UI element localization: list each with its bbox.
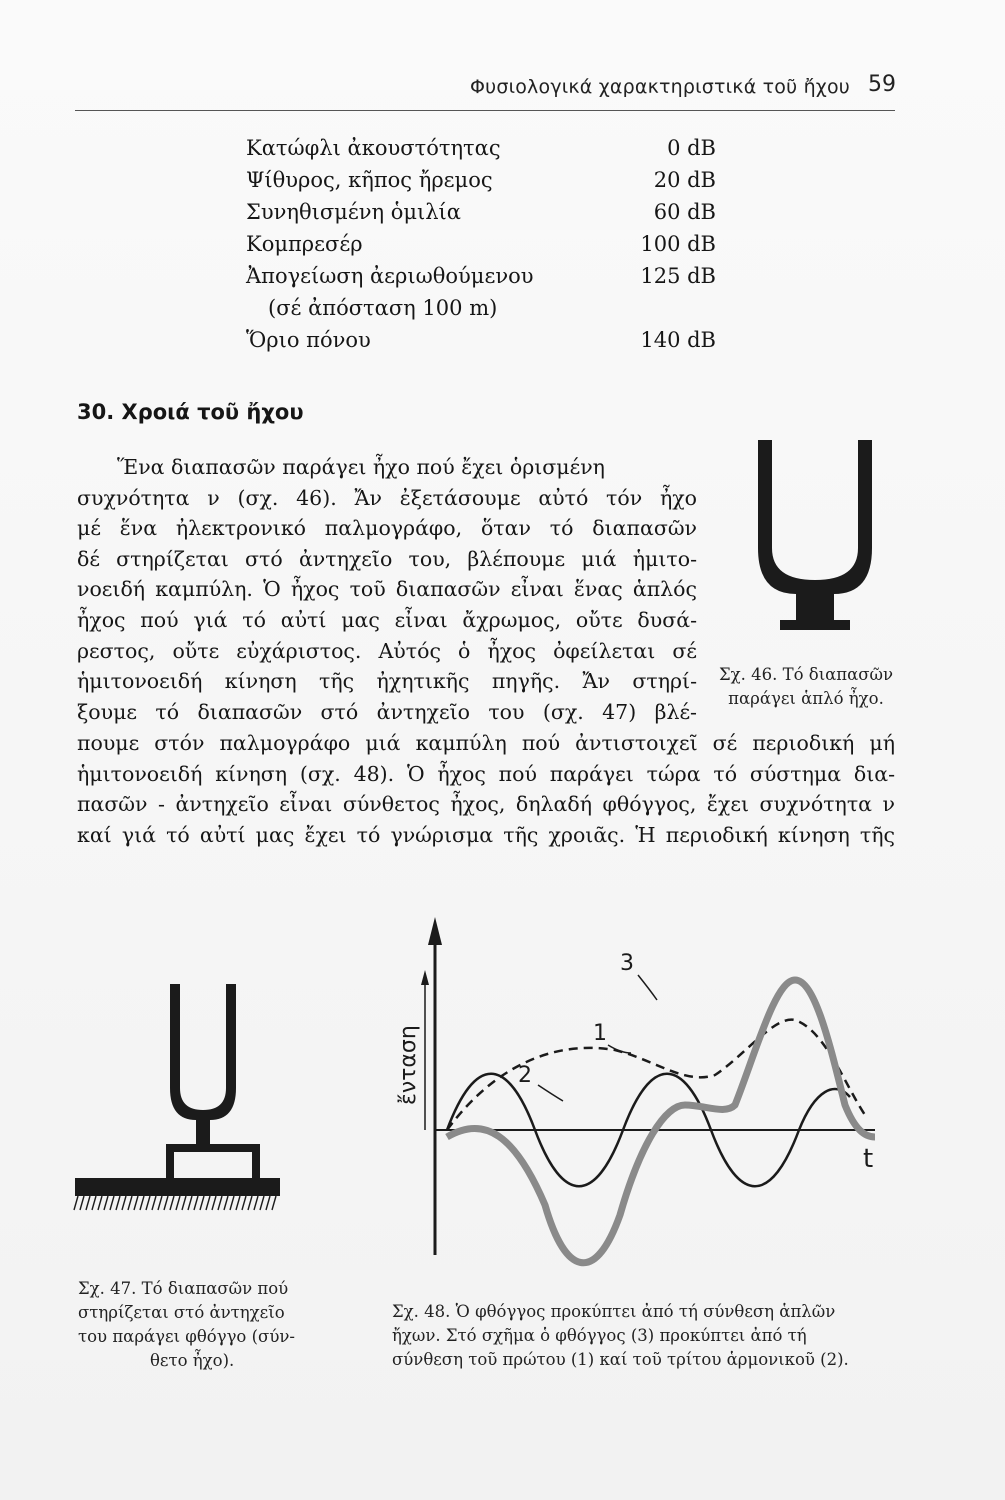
text-line: μέ ἕνα ἠλεκτρονικό παλμογράφο, ὅταν τό διαπασῶν [77, 516, 697, 541]
caption-line: Σχ. 46. Τό διαπασῶν [718, 665, 894, 684]
text-line: καί γιά τό αὐτί μας ἔχει τό γνώρισμα τῆς χροιᾶς. Ἡ περιοδική κίνηση τῆς [77, 822, 895, 847]
caption-line: στηρίζεται στό ἀντηχεῖο [78, 1303, 285, 1322]
text-line: ξουμε τό διαπασῶν στό ἀντηχεῖο του (σχ. 47) βλέ- [77, 699, 697, 724]
paragraph-wide [77, 728, 895, 850]
table-row [246, 136, 766, 168]
tuning-fork-shape [758, 440, 872, 630]
sound-level: 125 dB [640, 264, 716, 288]
sound-source: Κομπρεσέρ [246, 232, 363, 256]
sound-level: 100 dB [640, 232, 716, 256]
sound-source: Συνηθισμένη ὁμιλία [246, 200, 461, 224]
text-line: νοειδή καμπύλη. Ὁ ἦχος τοῦ διαπασῶν εἶναι ἕνας ἁπλός [77, 577, 697, 602]
figure-46-caption [706, 663, 906, 711]
figure-47-caption [78, 1277, 318, 1373]
curve-1-fundamental [447, 1020, 865, 1130]
paragraph-narrow [77, 452, 697, 727]
text-line: δέ στηρίζεται στό ἀντηχεῖο του, βλέπουμε μιά ἡμιτο- [77, 546, 697, 571]
caption-line: σύνθεση τοῦ πρώτου (1) καί τοῦ τρίτου ἁρμονικοῦ (2). [392, 1350, 849, 1369]
text-line: πουμε στόν παλμογράφο μιά καμπύλη πού ἀντιστοιχεῖ σέ περιοδική μή [77, 731, 895, 755]
tuning-fork-shape [170, 984, 236, 1144]
caption-line: θετο ἦχο). [150, 1351, 235, 1370]
caption-line: του παράγει φθόγγο (σύν- [78, 1327, 295, 1346]
curve-label-2: 2 [518, 1063, 532, 1088]
sound-level: 0 dB [667, 136, 716, 160]
table-row [246, 328, 766, 360]
text-line: ἡμιτονοειδή κίνηση τῆς ἠχητικῆς πηγῆς. Ἄν στηρί- [77, 669, 697, 694]
text-line: ἦχος πού γιά τό αὐτί μας εἶναι ἄχρωμος, οὔτε δυσά- [77, 607, 697, 632]
text-line: συχνότητα ν (σχ. 46). Ἄν ἐξετάσουμε αὐτό τόν ἦχο [77, 485, 697, 510]
caption-line: Σχ. 48. Ὁ φθόγγος προκύπτει ἀπό τή σύνθεση ἁπλῶν [392, 1302, 836, 1321]
text-line: ρεστος, οὔτε εὐχάριστος. Αὐτός ὁ ἦχος ὀφείλεται σέ [77, 638, 697, 663]
table-row [246, 168, 766, 200]
sound-level: 60 dB [653, 200, 716, 224]
x-axis-label: t [863, 1144, 874, 1174]
header-rule [75, 110, 895, 111]
waveform-figure [395, 905, 895, 1295]
table-row [246, 296, 766, 328]
curve-3-resultant-tone [447, 980, 875, 1263]
y-axis-label: ἔνταση [396, 1025, 421, 1105]
base-plate [75, 1192, 280, 1196]
sound-source: Ἀπογείωση ἀεριωθούμενου [246, 264, 534, 288]
curve-label-3: 3 [620, 951, 634, 976]
caption-line: ἤχων. Στό σχῆμα ὁ φθόγγος (3) προκύπτει ἀπό τή [392, 1326, 807, 1345]
ground-hatching [74, 1196, 276, 1210]
page-number: 59 [868, 72, 896, 97]
curve-label-1: 1 [593, 1021, 607, 1046]
sound-source-note: (σέ ἀπόσταση 100 m) [268, 296, 498, 320]
text-line: ἡμιτονοειδή κίνηση (σχ. 48). Ὁ ἦχος πού παράγει τώρα τό σύστημα δια- [77, 761, 895, 786]
table-row [246, 200, 766, 232]
sound-source: Ψίθυρος, κῆπος ἤρεμος [246, 168, 493, 192]
figure-48-caption [392, 1300, 897, 1372]
caption-line: Σχ. 47. Τό διαπασῶν πού [78, 1279, 289, 1298]
text-line: πασῶν - ἀντηχεῖο εἶναι σύνθετος ἦχος, δηλαδή φθόγγος, ἔχει συχνότητα ν [77, 792, 895, 817]
sound-level: 20 dB [653, 168, 716, 192]
tuning-fork-figure [740, 430, 890, 645]
table-row [246, 232, 766, 264]
sound-level: 140 dB [640, 328, 716, 352]
y-axis-arrowhead [428, 917, 442, 945]
running-title: Φυσιολογικά χαρακτηριστικά τοῦ ἤχου [470, 76, 851, 98]
sound-source: Ὅριο πόνου [246, 328, 371, 352]
table-row [246, 264, 766, 296]
caption-line: παράγει ἁπλό ἦχο. [728, 689, 884, 708]
resonator-box [75, 1144, 280, 1192]
sound-level-table [246, 136, 766, 360]
section-heading: 30. Χροιά τοῦ ἤχου [77, 400, 304, 424]
text-line: Ἕνα διαπασῶν παράγει ἦχο πού ἔχει ὁρισμένη [117, 455, 605, 479]
sound-source: Κατώφλι ἀκουστότητας [246, 136, 501, 160]
tuning-fork-on-resonator-figure [70, 970, 300, 1270]
